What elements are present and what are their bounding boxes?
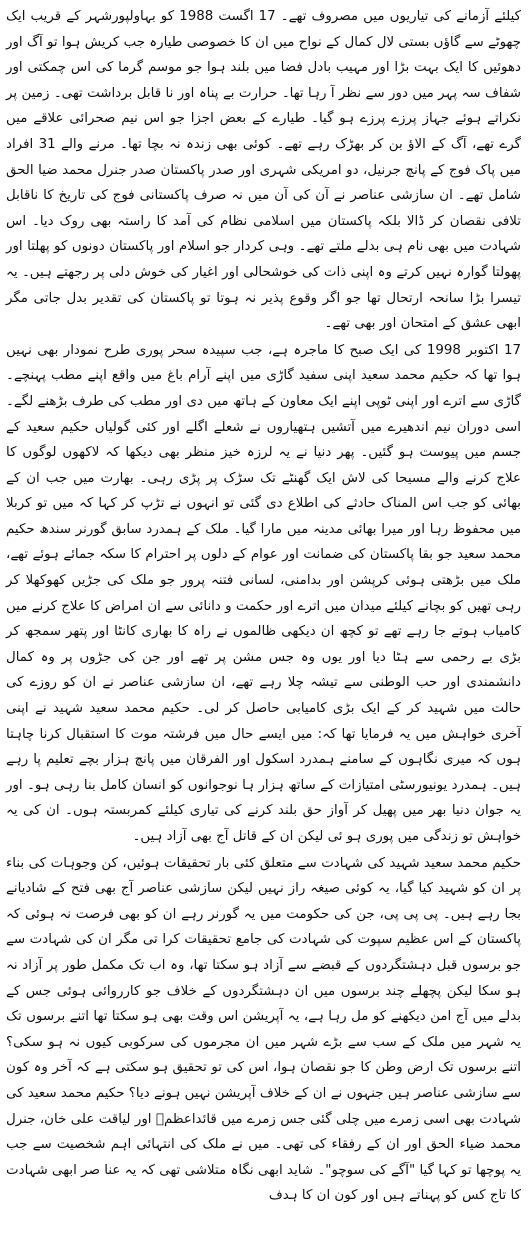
article-paragraph-1: کیلئے آزمانے کی تیاریوں میں مصروف تھے۔ 17 اگست 1988 کو بہاولپورشہر کے قریب ایک چھوٹے سے گاؤں بستی لال کمال کے نواح میں ان کا خصوصی طیارہ جب کریش ہوا تو آگ اور دھوئیں کا ایک بہت بڑا اور مہیب بادل فضا میں بلند ہوا جو موسم گرما کی اس چمکتی اور شفاف سہ پہر میں دور سے نظر آ رہا تھا۔ حرارت بے پناہ اور نا قابل برداشت تھی۔ زمین پر نکراتے ہوئے جہاز پرزے پرزے ہو گیا۔ طیارے کے بعض اجزا جو اس نیم صحرائی علاقے میں گرے تھے، آگ کے الاؤ بن کر بھڑک رہے تھے۔ کوئی بھی زندہ نہ بچا تھا۔ مرنے والے 31 افراد میں پاک فوج کے پانچ جرنیل، دو امریکی شہری اور صدر پاکستان صدر جنرل محمد ضیا الحق شامل تھے۔ ان سازشی عناصر نے آن کی آن میں نہ صرف پاکستانی فوج کی تاریخ کا ناقابل تلافی نقصان کر ڈالا بلکہ پاکستان میں اسلامی نظام کی آمد کا راستہ بھی روک دیا۔ اس شہادت میں بھی نام ہی بدلے ملتے تھے۔ وہی کردار جو اسلام اور پاکستان دونوں کو پھلتا اور پھولتا گوارہ نہیں کرتے وہ اپنی ذات کی خوشحالی اور اغیار کی خوش دلی پر رجھتے ہیں۔ یہ تیسرا بڑا سانحہ ارتحال تھا جو اگر وقوع پذیر نہ ہوتا تو پاکستان کی تقدیر بدل جاتی مگر ابھی عشق کے امتحان اور بھی تھے۔: [6, 9, 521, 332]
article-paragraph-2: 17 اکتوبر 1998 کی ایک صبح کا ماجرہ ہے، جب سپیدہ سحر پوری طرح نمودار بھی نہیں ہوا تھا کہ حکیم محمد سعید اپنی سفید گاڑی میں اپنے آرام باغ میں واقع اپنے مطب پہنچے۔ گاڑی سے اترے اور اپنی ٹوپی اپنے ایک معاون کے ہاتھ میں دی اور مطب کی طرف بڑھنے لگے۔ اسی دوران نیم اندھیرے میں آتشیں ہتھیاروں نے شعلے اگلے اور کئی گولیاں حکیم سعید کے جسم میں پیوست ہو گئیں۔ پھر دنیا نے یہ لرزہ خیز منظر بھی دیکھا کہ لاکھوں لوگوں کا علاج کرنے والے مسیحا کی لاش ایک گھنٹے تک سڑک پر پڑی رہی۔ بھارت میں جب ان کے بھائی کو جب اس المناک حادثے کی اطلاع دی گئی تو انہوں نے تڑپ کر کہا کہ میں تو کربلا میں محفوظ رہا اور میرا بھائی مدینہ میں مارا گیا۔ ملک کے ہمدرد سابق گورنر سندھ حکیم محمد سعید جو بقا پاکستان کی ضمانت اور عوام کے دلوں پر احترام کا سکہ جمائے ہوئے تھے، ملک میں بڑھتی ہوئی کرپشن اور بدامنی، لسانی فتنہ پرور جو ملک کی جڑیں کھوکھلا کر رہی تھیں کو بچانے کیلئے میدان میں اترے اور حکمت و دانائی سے ان امراض کا علاج کرنے میں کامیاب ہوتے جا رہے تھے تو کچھ ان دیکھی ظالموں نے راہ کا بھاری کانٹا اور پتھر سمجھ کر بڑی بے رحمی سے ہٹا دیا اور یوں وہ جس مشن پر تھے اور جن کی جڑوں پر وہ کمال دانشمندی اور حب الوطنی سے تیشہ چلا رہے تھے، ان سازشی عناصر نے ان کو روزے کی حالت میں شہید کر کے ایک بڑی کامیابی حاصل کر لی۔ حکیم محمد سعید شہید نے اپنی آخری خواہش میں یہ فرمایا تھا کہ: میں ایسے حال میں فرشتہ موت کا استقبال کرنا چاہتا ہوں کہ میری نگاہوں کے سامنے ہمدرد اسکول اور الفرقان میں پانچ ہزار بچے تعلیم پا رہے ہیں۔ ہمدرد یونیورسٹی امتیازات کے ساتھ ہزار ہا نوجوانوں کو انسان کامل بنا رہی ہو۔ اور یہ جوان دنیا بھر میں پھیل کر آواز حق بلند کرنے کی تیاری کیلئے کمربستہ ہوں۔ ان کی یہ خواہش تو زندگی میں پوری ہو ئی لیکن ان کے قاتل آج بھی آزاد ہیں۔: [6, 342, 522, 844]
article-paragraph-3: حکیم محمد سعید شہید کی شہادت سے متعلق کئی بار تحقیقات ہوئیں، کن وجوہات کی بناء پر ان کو شہید کیا گیا، یہ کوئی صیغہ راز نہیں لیکن سازشی عناصر آج بھی فتح کے شادیانے بجا رہے ہیں۔ پی پی پی، جن کی حکومت میں یہ گورنر رہے ان کو بھی فرصت نہ ہوئی کہ پاکستان کے اس عظیم سپوت کی شہادت کی جامع تحقیقات کرا تی مگر ان کی شہادت سے جو برسوں قبل دہشتگردوں کے قبضے سے آزاد ہو سکتا تھا، وہ اب تک مکمل طور پر آزاد نہ ہو سکا لیکن پچھلے چند برسوں میں ان دہشتگردوں کے خلاف جو کارروائی ہوئی جس کے بدلے میں آج امن دیکھنے کو مل رہا ہے، یہ آپریشن اس وقت بھی ہو سکتا تھا اتنے برسوں تک یہ شہر میں ملک کے سب سے بڑے شہر میں ان مجرموں کی سرکوبی کیوں نہ ہو سکی؟ اتنے برسوں تک ارض وطن کا جو نقصان ہوا، اس کی تو تحقیق ہو سکتی ہے کہ آخر وہ کون سے سازشی عناصر ہیں جنہوں نے ان کے خلاف آپریشن نہیں ہونے دیا؟ حکیم محمد سعید کی شہادت بھی اسی زمرے میں چلی گئی جس زمرے میں قائداعظمؒ اور لیاقت علی خان، جنرل محمد ضیاء الحق اور ان کے رفقاء کی تھی۔ میں نے ملک کی انتہائی اہم شخصیت سے جب یہ پوچھا تو کہا گیا "آگے کی سوچو"۔ شاید ابھی نگاہ متلاشی تھی کہ یہ عنا صر ابھی شہادت کا تاج کس کو پہناتے ہیں اور کون ان کا ہدف: [6, 855, 521, 1204]
